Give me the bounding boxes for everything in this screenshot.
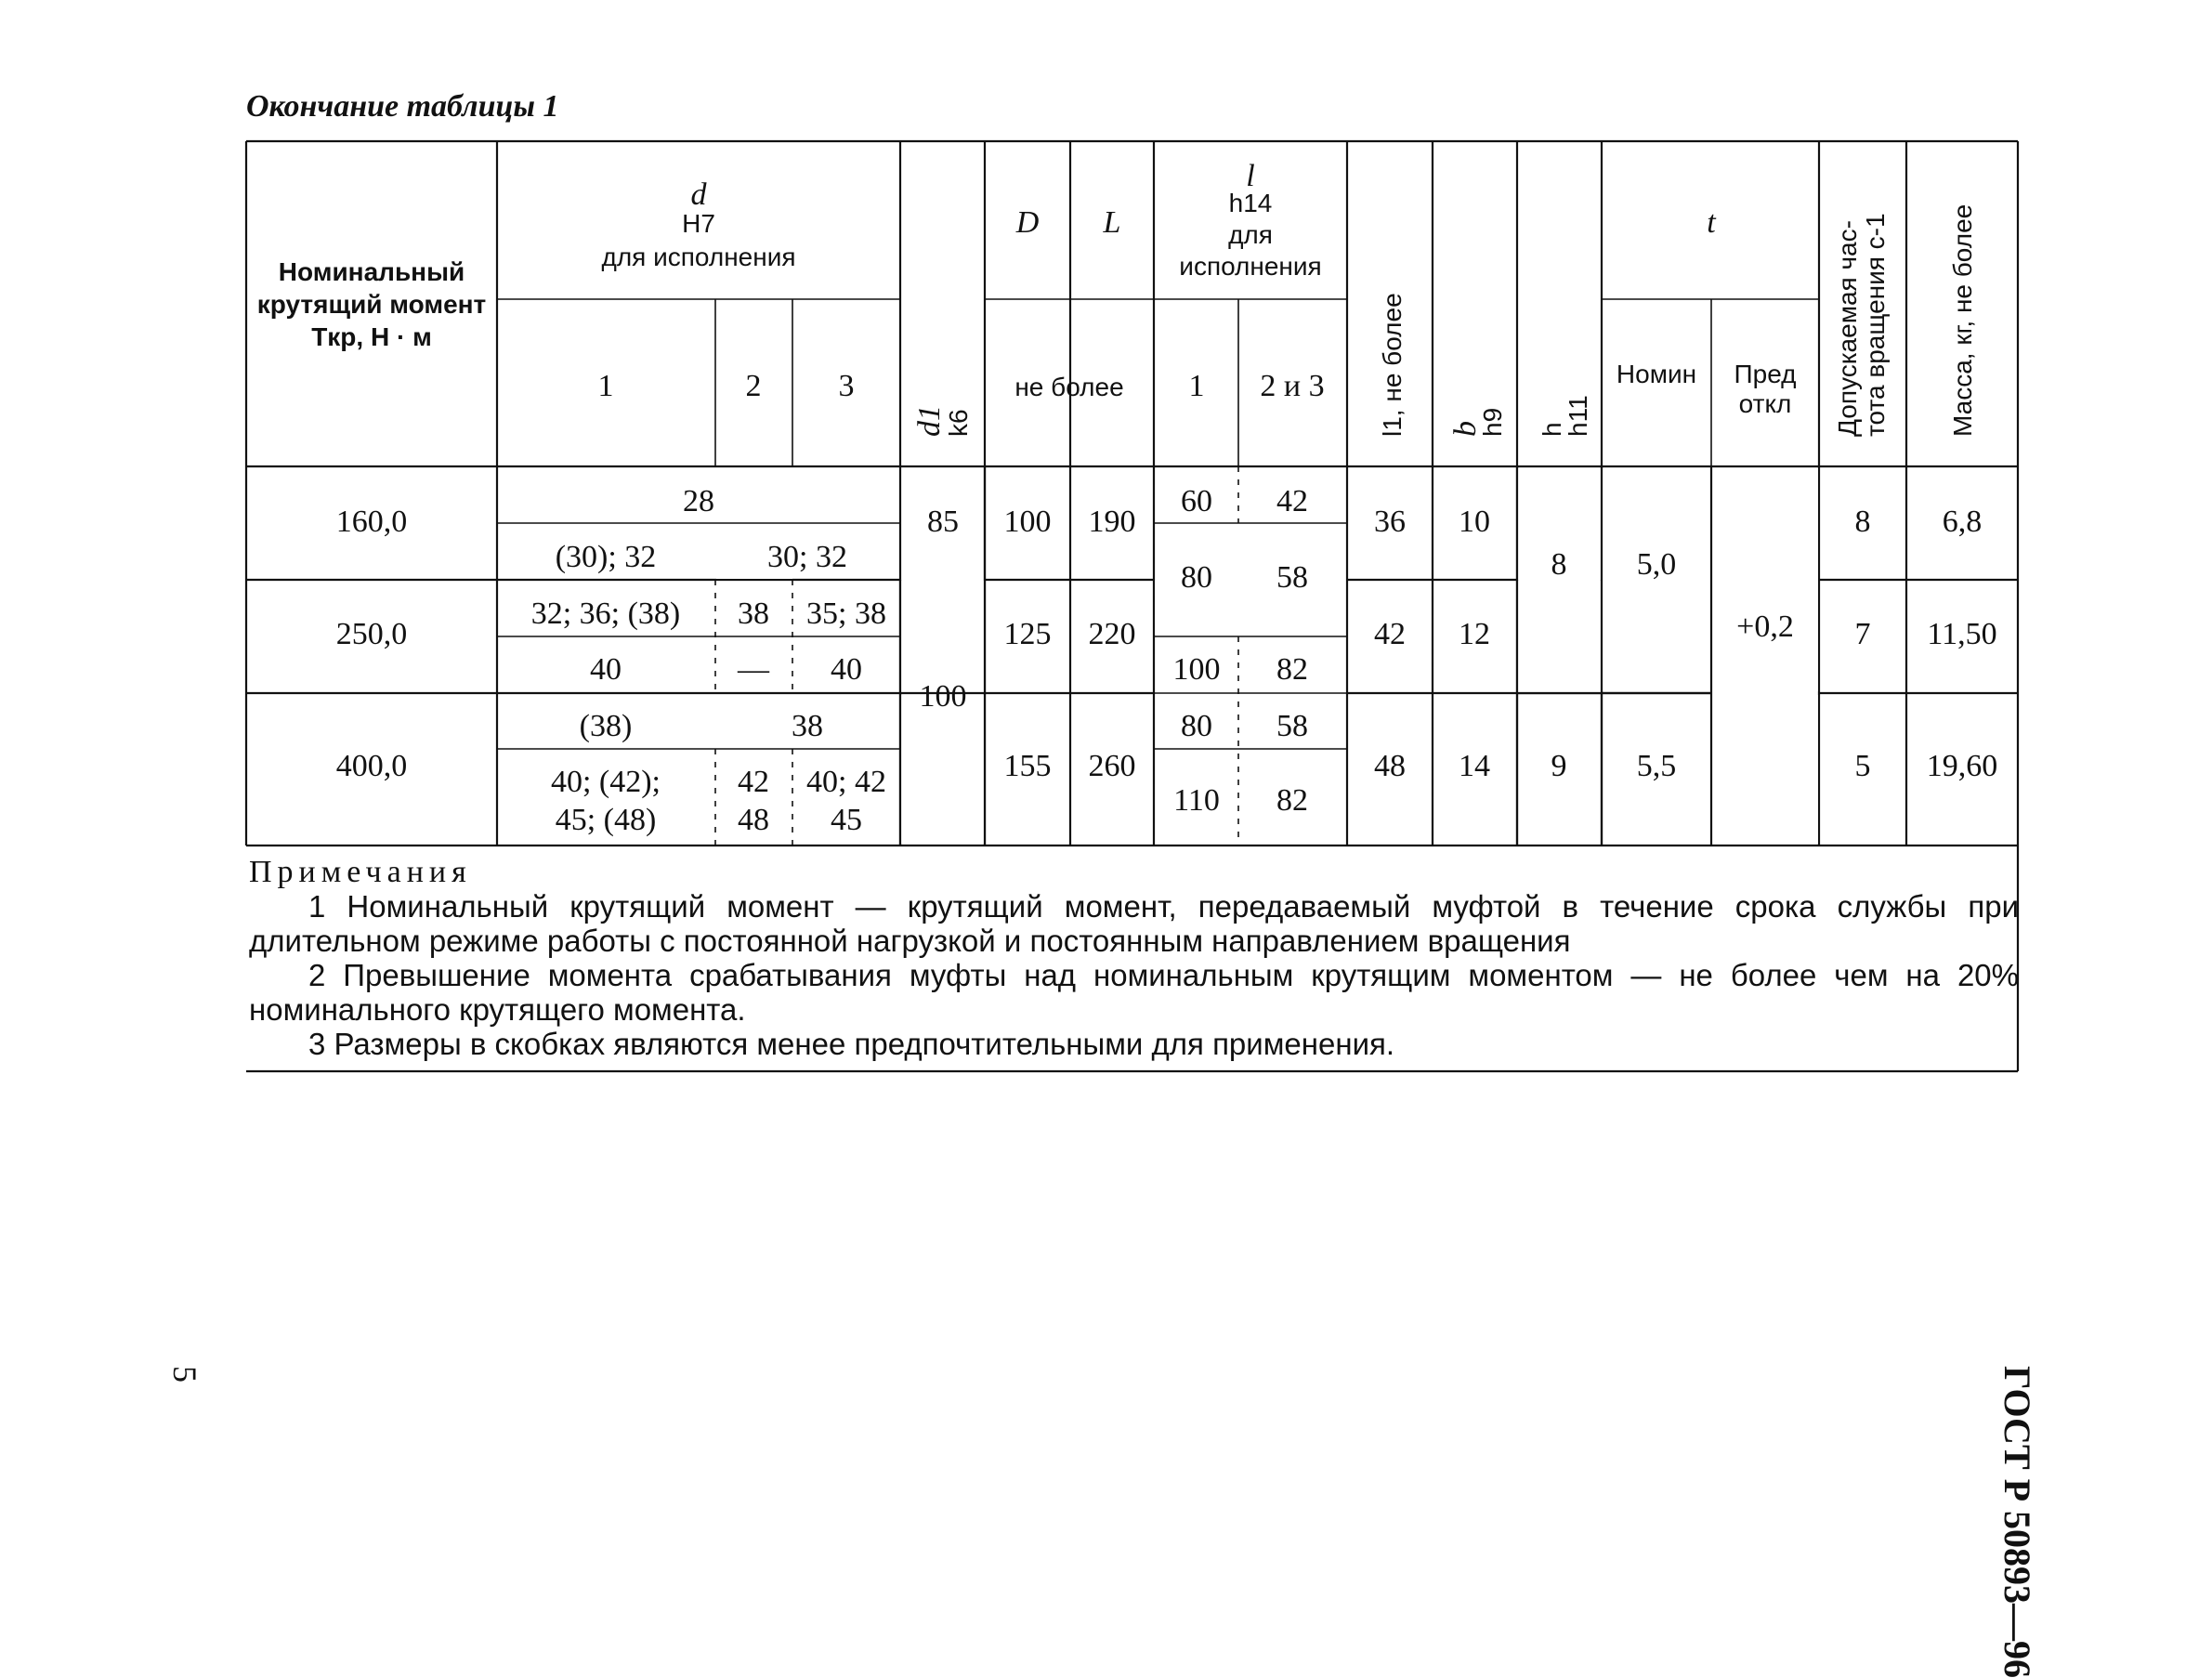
header-torque-1: Номинальный <box>278 257 465 286</box>
merged-cell-masks <box>499 468 1818 844</box>
cell-d-v23a: 38 <box>792 709 823 743</box>
svg-text:Допускаемая час-: Допускаемая час- <box>1833 220 1862 437</box>
header-t-symbol: t <box>1707 205 1716 240</box>
svg-text:h9: h9 <box>1478 407 1507 437</box>
cell-h-shared: 8 <box>1551 547 1567 582</box>
cell-d-v23: 30; 32 <box>767 540 847 574</box>
cell-mass: 6,8 <box>1942 505 1983 539</box>
cell-L: 190 <box>1088 505 1136 539</box>
header-not-more: не более <box>1014 373 1124 401</box>
cell-t: 5,5 <box>1636 749 1677 783</box>
cell-mass: 19,60 <box>1926 749 1998 783</box>
cell-d-v1b: 40 <box>590 652 622 687</box>
header-b <box>1448 408 1507 437</box>
cell-d-v3b: 40 <box>831 652 862 687</box>
cell-d-v2b2: 48 <box>738 803 769 837</box>
page-number: 5 <box>166 1366 203 1383</box>
svg-text:Масса, кг, не более: Масса, кг, не более <box>1948 203 1977 437</box>
header-t-nom: Номин <box>1616 360 1697 388</box>
cell-d-v1: (30); 32 <box>555 540 657 574</box>
svg-text:тота вращения с-1: тота вращения с-1 <box>1861 213 1890 437</box>
cell-torque: 160,0 <box>335 505 408 539</box>
cell-torque: 400,0 <box>335 749 408 783</box>
cell-t-shared: 5,0 <box>1636 547 1677 582</box>
cell-l1: 36 <box>1374 505 1406 539</box>
note-2: 2 Превышение момента срабатывания муфты над номинальным крутящим моментом — не более чем на 20% номинального крутящего момента. <box>249 958 2019 1027</box>
cell-d-v3a: 35; 38 <box>806 596 886 631</box>
note-3: 3 Размеры в скобках являются менее предпочтительными для применения. <box>308 1027 1395 1061</box>
cell-l-1a: 60 <box>1181 484 1212 518</box>
header-freq <box>1833 213 1890 437</box>
header-d1 <box>912 405 973 437</box>
cell-l-2a: 42 <box>1276 484 1308 518</box>
note-1: 1 Номинальный крутящий момент — крутящий момент, передаваемый муфтой в течение срока службы при длительном режиме работы с постоянной нагрузкой и постоянным направлением вращения <box>249 889 2019 958</box>
header-d-tol: Н7 <box>682 209 715 238</box>
header-text <box>257 159 1977 437</box>
header-torque-3: Tкр, Н · м <box>311 322 432 351</box>
cell-l-2b: 82 <box>1276 783 1308 818</box>
cell-freq: 5 <box>1854 749 1871 783</box>
cell-l-2b: 58 <box>1276 560 1308 595</box>
cell-l-2: 82 <box>1276 652 1308 687</box>
cell-freq: 8 <box>1854 505 1871 539</box>
cell-D: 155 <box>1003 749 1052 783</box>
header-l-tol: h14 <box>1228 189 1273 217</box>
cell-d1-lower: 100 <box>919 679 967 714</box>
cell-l-1a: 80 <box>1181 709 1212 743</box>
cell-D: 100 <box>1003 505 1052 539</box>
header-d-variant-3: 3 <box>838 369 855 403</box>
cell-l1: 48 <box>1374 749 1406 783</box>
cell-mass: 11,50 <box>1927 617 1997 651</box>
cell-d-v2b1: 42 <box>738 765 769 799</box>
header-d-note: для исполнения <box>601 243 796 271</box>
header-l-note1: для <box>1228 220 1273 249</box>
table-notes <box>249 855 2019 1061</box>
cell-l-1b: 110 <box>1173 783 1220 818</box>
standard-label: ГОСТ Р 50893—96 <box>1996 1366 2038 1678</box>
header-h <box>1538 395 1592 437</box>
cell-dev-shared: +0,2 <box>1736 610 1794 644</box>
cell-freq: 7 <box>1854 617 1871 651</box>
svg-text:h11: h11 <box>1564 395 1592 437</box>
cell-d-v1b1: 40; (42); <box>550 765 661 799</box>
cell-d-v3b2: 45 <box>831 803 862 837</box>
header-l-variant-1: 1 <box>1188 369 1205 403</box>
cell-d-v3b1: 40; 42 <box>806 765 886 799</box>
header-l1 <box>1378 293 1407 437</box>
header-d-variant-2: 2 <box>745 369 762 403</box>
cell-d1: 85 <box>927 505 959 539</box>
header-d-variant-1: 1 <box>597 369 614 403</box>
cell-L: 260 <box>1088 749 1136 783</box>
cell-b: 12 <box>1459 617 1490 651</box>
svg-text:d1: d1 <box>912 405 947 437</box>
svg-text:h: h <box>1538 422 1566 437</box>
cell-d-v2b: — <box>738 652 769 687</box>
header-t-dev2: откл <box>1738 389 1792 418</box>
header-mass <box>1948 204 1977 437</box>
cell-d-v1b2: 45; (48) <box>555 803 657 837</box>
header-l-note2: исполнения <box>1179 252 1322 281</box>
cell-l-1: 100 <box>1172 652 1221 687</box>
cell-l-1b: 80 <box>1181 560 1212 595</box>
cell-b: 10 <box>1459 505 1490 539</box>
cell-d-v2a: 38 <box>738 596 769 631</box>
cell-torque: 250,0 <box>335 617 408 651</box>
cell-b: 14 <box>1459 749 1490 783</box>
svg-text:b: b <box>1448 421 1483 437</box>
cell-L: 220 <box>1088 617 1136 651</box>
cell-d-top: 28 <box>683 484 714 518</box>
svg-text:k6: k6 <box>944 409 973 437</box>
cell-d-v1a: (38) <box>579 709 633 743</box>
cell-d-v1a: 32; 36; (38) <box>530 596 681 631</box>
header-d-symbol: d <box>690 177 707 212</box>
cell-h: 9 <box>1551 749 1567 783</box>
header-l-symbol: l <box>1246 159 1255 193</box>
header-D: D <box>1015 205 1040 240</box>
cell-l-2a: 58 <box>1276 709 1308 743</box>
table-caption: Окончание таблицы 1 <box>246 89 559 124</box>
header-t-dev1: Пред <box>1734 360 1797 388</box>
cell-l1: 42 <box>1374 617 1406 651</box>
svg-text:l1, не более: l1, не более <box>1378 293 1407 437</box>
notes-title: Примечания <box>249 855 472 889</box>
header-torque-2: крутящий момент <box>256 290 487 319</box>
header-L: L <box>1103 205 1121 240</box>
header-l-variant-2: 2 и 3 <box>1260 369 1325 403</box>
cell-D: 125 <box>1003 617 1052 651</box>
